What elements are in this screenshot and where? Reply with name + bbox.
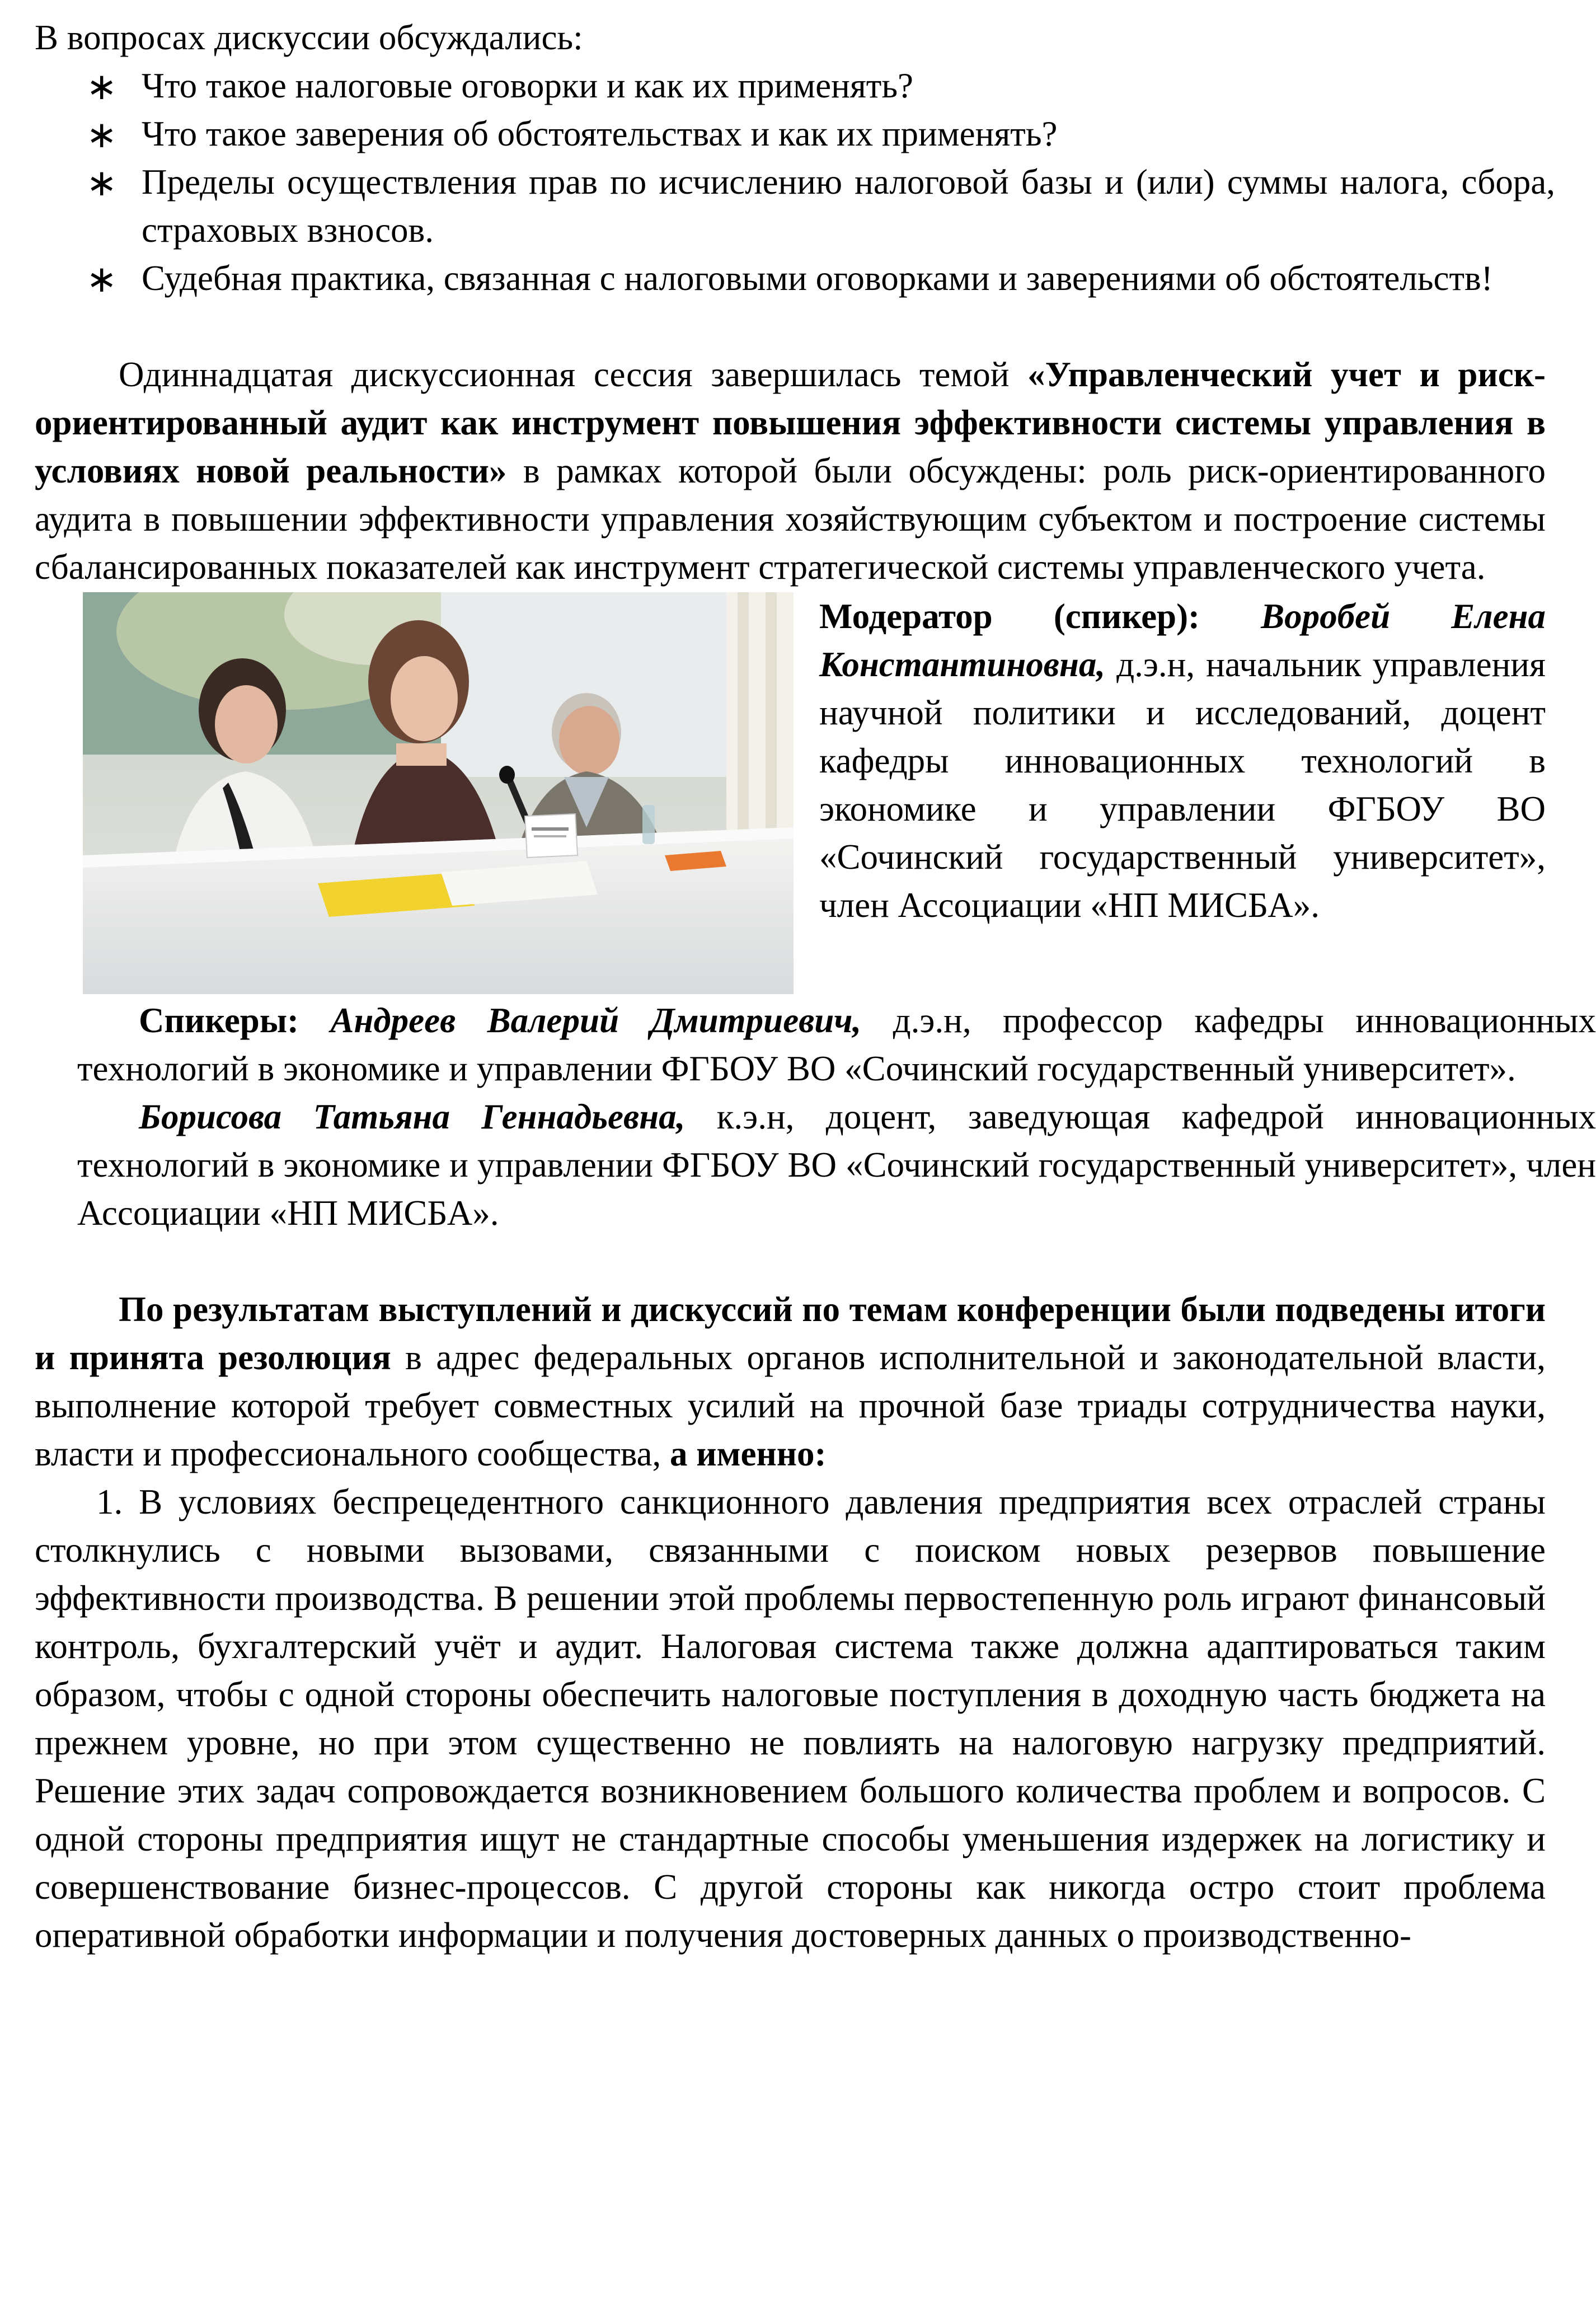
- session-paragraph: Одиннадцатая дискуссионная сессия завершилась темой «Управленческий учет и риск-ориентированный аудит как инструмент повышения эффективности системы управления в условиях новой реальности» в рамках которой были обсуждены: роль риск-ориентированного аудита в повышении эффективности управления хозяйствующим субъектом и построение системы сбалансированных показателей как инструмент стратегической системы управленческого учета.: [35, 355, 1546, 587]
- speaker-paragraph: Борисова Татьяна Геннадьевна, к.э.н, доцент, заведующая кафедрой инновационных технологий в экономике и управлении ФГБОУ ВО «Сочинский государственный университет», член Ассоциации «НП МИСБА».: [77, 1097, 1596, 1233]
- results-section: [35, 1285, 1546, 1959]
- discussion-questions-list: [35, 62, 1555, 302]
- moderator-name: Воробей Елена Константиновна,: [819, 597, 1546, 684]
- speaker-paragraph: Спикеры: Андреев Валерий Дмитриевич, д.э.н, профессор кафедры инновационных технологий в экономике и управлении ФГБОУ ВО «Сочинский государственный университет».: [77, 1001, 1596, 1088]
- list-item: ∗ Что такое заверения об обстоятельствах и как их применять?: [35, 110, 1555, 158]
- speakers-section: [77, 996, 1596, 1237]
- intro-line: В вопросах дискуссии обсуждались:: [35, 18, 583, 57]
- session-topic: «Управленческий учет и риск-ориентированный аудит как инструмент повышения эффективности системы управления в условиях новой реальности»: [35, 355, 1546, 490]
- list-item: ∗ Судебная практика, связанная с налоговыми оговорками и заверениями об обстоятельств!: [35, 254, 1555, 302]
- asterisk-bullet-icon: ∗: [86, 257, 118, 301]
- resolution-point-1: 1. В условиях беспрецедентного санкционного давления предприятия всех отраслей страны столкнулись с новыми вызовами, связанными с поиском новых резервов повышение эффективности производства. В решении этой проблемы первостепенную роль играют финансовый контроль, бухгалтерский учёт и аудит. Налоговая система также должна адаптироваться таким образом, чтобы с одной стороны обеспечить налоговые поступления в доходную часть бюджета на прежнем уровне, но при этом существенно не повлиять на налоговую нагрузку предприятий. Решение этих задач сопровождается возникновением большого количества проблем и вопросов. С одной стороны предприятия ищут не стандартные способы уменьшения издержек на логистику и совершенствование бизнес-процессов. С другой стороны как никогда остро стоит проблема оперативной обработки информации и получения достоверных данных о производственно-: [35, 1482, 1546, 1955]
- conference-panel-photo: [83, 592, 794, 994]
- list-item: ∗ Пределы осуществления прав по исчислению налоговой базы и (или) суммы налога, сбора, страховых взносов.: [35, 158, 1555, 254]
- asterisk-bullet-icon: ∗: [86, 113, 118, 156]
- panel-photo-illustration: [83, 592, 794, 994]
- speakers-label: Спикеры:: [139, 1001, 331, 1040]
- moderator-block: [35, 592, 1546, 994]
- asterisk-bullet-icon: ∗: [86, 65, 118, 108]
- moderator-label: Модератор (спикер):: [819, 597, 1261, 636]
- asterisk-bullet-icon: ∗: [86, 161, 118, 204]
- results-paragraph: По результатам выступлений и дискуссий по темам конференции были подведены итоги и принята резолюция в адрес федеральных органов исполнительной и законодательной власти, выполнение которой требует совместных усилий на прочной базе триады сотрудничества науки, власти и профессионального сообщества, а именно:: [35, 1290, 1546, 1473]
- list-item: ∗ Что такое налоговые оговорки и как их применять?: [35, 62, 1555, 110]
- speaker-name: Андреев Валерий Дмитриевич,: [330, 1001, 862, 1040]
- speaker-name: Борисова Татьяна Геннадьевна,: [139, 1097, 686, 1136]
- document-page: [35, 13, 1596, 1959]
- moderator-paragraph: Модератор (спикер): Воробей Елена Константиновна, д.э.н, начальник управления научной политики и исследований, доцент кафедры инновационных технологий в экономике и управлении ФГБОУ ВО «Сочинский государственный университет», член Ассоциации «НП МИСБА».: [819, 597, 1546, 925]
